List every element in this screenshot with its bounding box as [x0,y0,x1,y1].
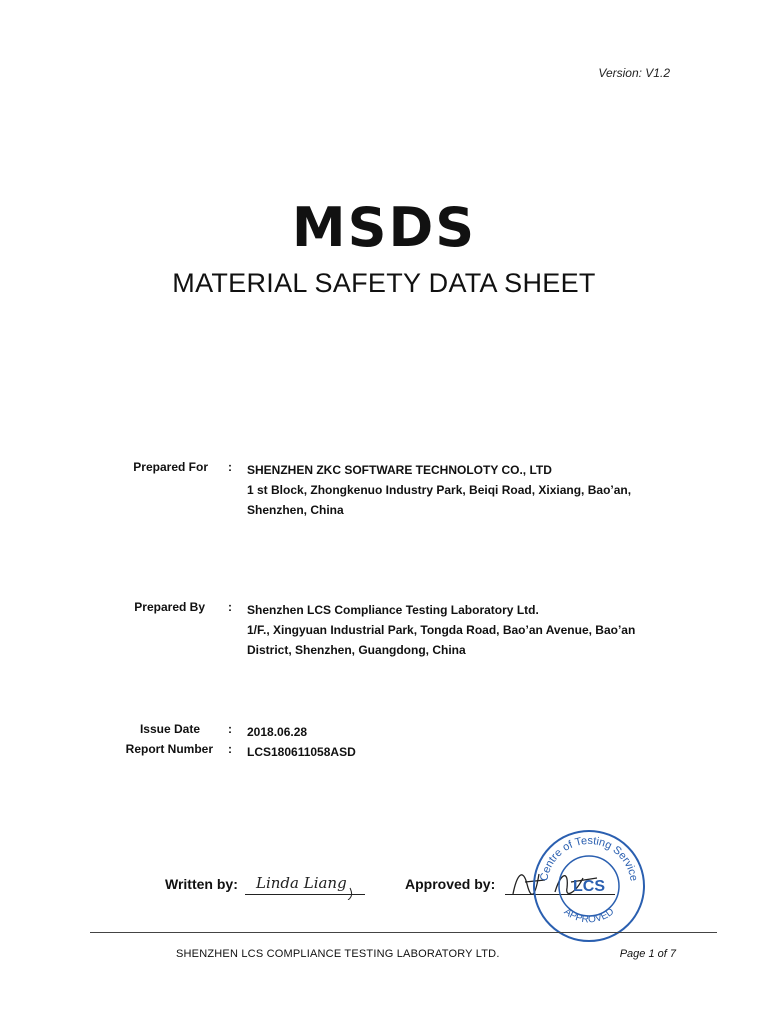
stamp-center-text: LCS [573,878,605,895]
signature-row [0,866,768,906]
written-by-signature-text: Linda Liang [256,874,347,892]
prepared-for-colon: : [228,460,232,474]
issue-date-label: Issue Date [139,722,200,736]
version-label: Version: V1.2 [598,66,670,80]
document-subtitle: MATERIAL SAFETY DATA SHEET [172,268,596,298]
prepared-for-line-1: SHENZHEN ZKC SOFTWARE TECHNOLOTY CO., LTD [247,463,552,477]
written-by-label: Written by: [165,876,238,892]
report-number-colon: : [228,742,232,756]
written-by-signature [250,866,370,900]
footer-company: SHENZHEN LCS COMPLIANCE TESTING LABORATORY LTD. [176,948,500,960]
issue-date-value: 2018.06.28 [247,725,308,739]
prepared-for-label: Prepared For [133,460,208,474]
issue-date-colon: : [228,722,232,736]
approved-by-label: Approved by: [405,876,496,892]
document-title: MSDS [291,196,477,259]
signature-flourish [348,888,352,900]
prepared-by-line-1: Shenzhen LCS Compliance Testing Laboratory Ltd. [247,603,539,617]
prepared-by-line-2: 1/F., Xingyuan Industrial Park, Tongda Road, Bao’an Avenue, Bao’an [247,623,636,637]
prepared-by-line-3: District, Shenzhen, Guangdong, China [247,643,466,657]
prepared-by-label: Prepared By [134,600,205,614]
prepared-by-value [247,600,677,660]
report-number-value: LCS180611058ASD [247,745,356,759]
prepared-for-line-3: Shenzhen, China [247,503,344,517]
footer-divider [90,932,717,933]
prepared-for-value [247,460,677,520]
page-number: Page 1 of 7 [619,948,676,960]
approval-stamp [530,827,648,945]
prepared-for-line-2: 1 st Block, Zhongkenuo Industry Park, Beiqi Road, Xixiang, Bao’an, [247,483,632,497]
prepared-by-colon: : [228,600,232,614]
stamp-bottom-text: APPROVED [561,906,617,926]
report-number-label: Report Number [125,742,213,756]
stamp-ring-text: Centre of Testing Service [538,834,640,883]
